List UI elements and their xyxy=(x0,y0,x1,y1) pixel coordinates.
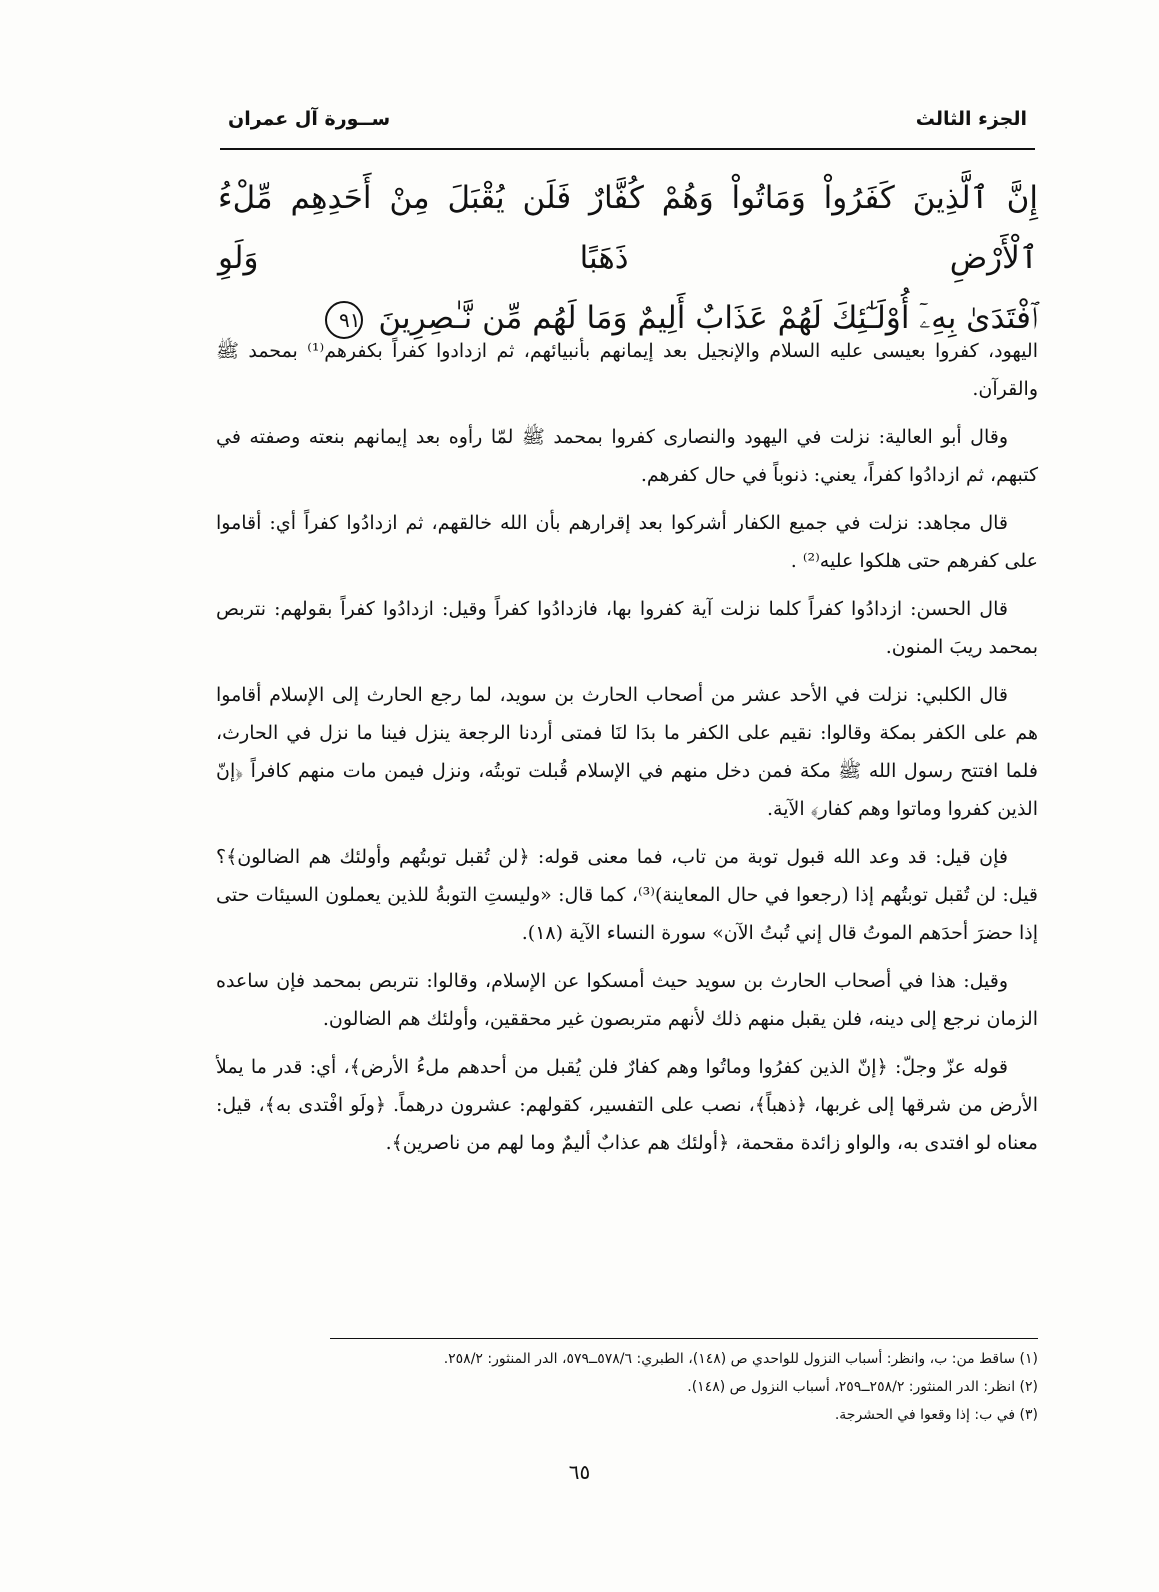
ayah-number-marker: ٩١ xyxy=(325,301,363,339)
page-number: ٦٥ xyxy=(568,1460,591,1484)
paragraph: قال الحسن: ازدادُوا كفراً كلما نزلت آية كفروا بها، فازدادُوا كفراً وقيل: ازدادُوا كفراً بقولهم: نتربص بمحمد ريبَ المنون. xyxy=(216,598,1038,658)
footnotes xyxy=(330,1338,1038,1429)
verse-line-1: إِنَّ ٱلَّذِينَ كَفَرُواْ وَمَاتُواْ وَهُمْ كُفَّارٌ فَلَن يُقْبَلَ مِنْ أَحَدِهِم مِّلْءُ ٱلْأَرْضِ ذَهَبًا وَلَوِ xyxy=(218,180,1038,276)
paragraph: قوله عزّ وجلّ: ﴿إنّ الذين كفرُوا وماتُوا وهم كفارٌ فلن يُقبل من أحدهم ملءُ الأرض﴾، أي: قدر ما يملأ الأرض من شرقها إلى غربها، ﴿ذهباً﴾، نصب على التفسير، كقولهم: عشرون درهماً. ﴿ولَو افْتدى به﴾، قيل: معناه لو افتدى به، والواو زائدة مقحمة، ﴿أولئك هم عذابٌ أليمٌ وما لهم من ناصرين﴾. xyxy=(216,1056,1038,1154)
paragraph: قال الكلبي: نزلت في الأحد عشر من أصحاب الحارث بن سويد، لما رجع الحارث إلى الإسلام أقاموا هم على الكفر بمكة وقالوا: نقيم على الكفر ما بدَا لنَا فمتى أردنا الرجعة ينزل فينا ما نزل في الحارث، فلما افتتح رسول الله ﷺ مكة فمن دخل منهم في الإسلام قُبلت توبتُه، ونزل فيمن مات منهم كافراً ﴿إنّ الذين كفروا وماتوا وهم كفار﴾ الآية. xyxy=(216,684,1038,820)
paragraph: وقال أبو العالية: نزلت في اليهود والنصارى كفروا بمحمد ﷺ لمّا رأوه بعد إيمانهم بنعته وصفته في كتبهم، ثم ازدادُوا كفراً، يعني: ذنوباً في حال كفرهم. xyxy=(216,426,1038,486)
surah-title: ســورة آل عمران xyxy=(228,108,391,130)
footnote: (١) ساقط من: ب، وانظر: أسباب النزول للواحدي ص (١٤٨)، الطبري: ٥٧٨/٦ــ٥٧٩، الدر المنثور: ٢٥٨/٢. xyxy=(443,1351,1038,1367)
part-title: الجزء الثالث xyxy=(915,108,1027,130)
footnote: (٣) في ب: إذا وقعوا في الحشرجة. xyxy=(834,1407,1038,1423)
paragraph: قال مجاهد: نزلت في جميع الكفار أشركوا بعد إقرارهم بأن الله خالقهم، ثم ازدادُوا كفراً أي: أقاموا على كفرهم حتى هلكوا عليه⁽²⁾ . xyxy=(216,512,1038,572)
paragraph: فإن قيل: قد وعد الله قبول توبة من تاب، فما معنى قوله: ﴿لن تُقبل توبتُهم وأولئك هم الضالون﴾؟ قيل: لن تُقبل توبتُهم إذا (رجعوا في حال المعاينة)⁽³⁾، كما قال: «وليستِ التوبةُ للذين يعملون السيئات حتى إذا حضرَ أحدَهم الموتُ قال إني تُبتُ الآن» سورة النساء الآية (١٨). xyxy=(216,846,1039,944)
paragraph: اليهود، كفروا بعيسى عليه السلام والإنجيل بعد إيمانهم بأنبيائهم، ثم ازدادوا كفراً بكفرهم⁽¹⁾ بمحمد ﷺ والقرآن. xyxy=(216,340,1038,400)
quran-verse xyxy=(218,168,1038,348)
commentary-body xyxy=(216,332,1038,1172)
footnote: (٢) انظر: الدر المنثور: ٢٥٨/٢ــ٢٥٩، أسباب النزول ص (١٤٨). xyxy=(687,1379,1038,1395)
running-header xyxy=(220,100,1035,150)
paragraph: وقيل: هذا في أصحاب الحارث بن سويد حيث أمسكوا عن الإسلام، وقالوا: نتربص بمحمد فإن ساعده الزمان نرجع إلى دينه، فلن يقبل منهم ذلك لأنهم متربصون غير محققين، وأولئك هم الضالون. xyxy=(216,970,1038,1030)
verse-line-2-text: ٱفْتَدَىٰ بِهِۦٓ أُوْلَـٰٓئِكَ لَهُمْ عَذَابٌ أَلِيمٌ وَمَا لَهُم مِّن نَّـٰصِرِينَ xyxy=(378,300,1038,336)
